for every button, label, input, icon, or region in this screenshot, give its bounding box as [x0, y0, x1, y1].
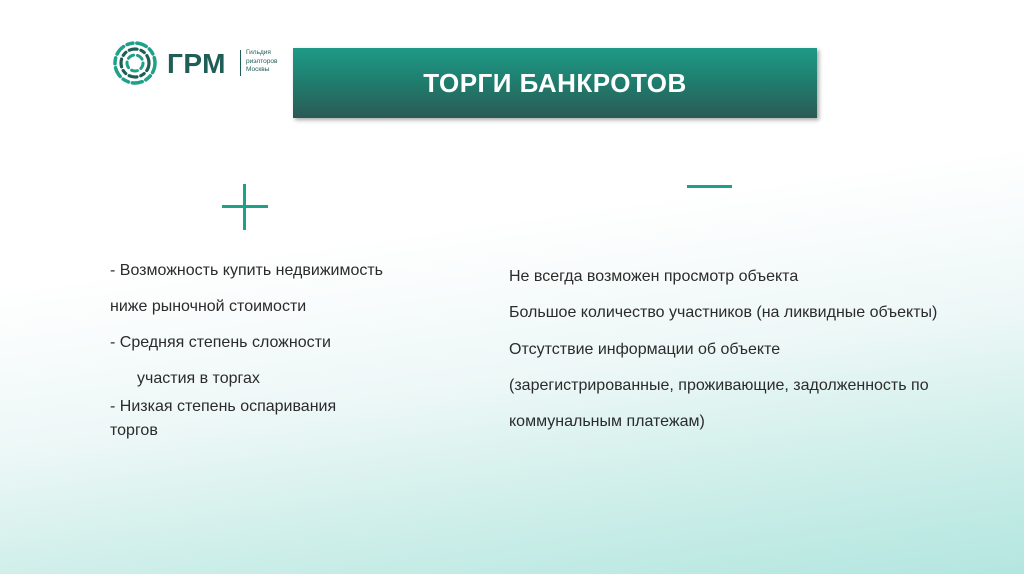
cons-item: Большое количество участников (на ликвидные объекты) [509, 304, 938, 321]
cons-item: Не всегда возможен просмотр объекта [509, 268, 799, 285]
pros-item: - Низкая степень оспаривания [110, 398, 337, 415]
pros-item: - Средняя степень сложности [110, 334, 331, 351]
pros-item: участия в торгах [137, 370, 260, 387]
cons-item: (зарегистрированные, проживающие, задолженность по [509, 377, 929, 394]
logo-subtitle-line: Москвы [246, 66, 270, 73]
title-bar [293, 48, 817, 118]
pros-item: - Возможность купить недвижимость [110, 262, 384, 279]
minus-icon [687, 185, 732, 188]
page-title: ТОРГИ БАНКРОТОВ [423, 67, 687, 98]
logo [112, 40, 302, 86]
logo-mark-icon [112, 40, 158, 86]
cons-item: Отсутствие информации об объекте [509, 341, 781, 358]
logo-subtitle [246, 49, 277, 75]
pros-item: ниже рыночной стоимости [110, 298, 307, 315]
logo-subtitle-line: риэлторов [246, 57, 278, 65]
pros-item: торгов [110, 422, 158, 439]
logo-abbr: ГРМ [167, 48, 227, 79]
cons-item: коммунальным платежам) [509, 413, 705, 430]
logo-subtitle-line: Гильдия [246, 49, 271, 56]
plus-icon [222, 184, 268, 230]
logo-divider [240, 50, 241, 76]
